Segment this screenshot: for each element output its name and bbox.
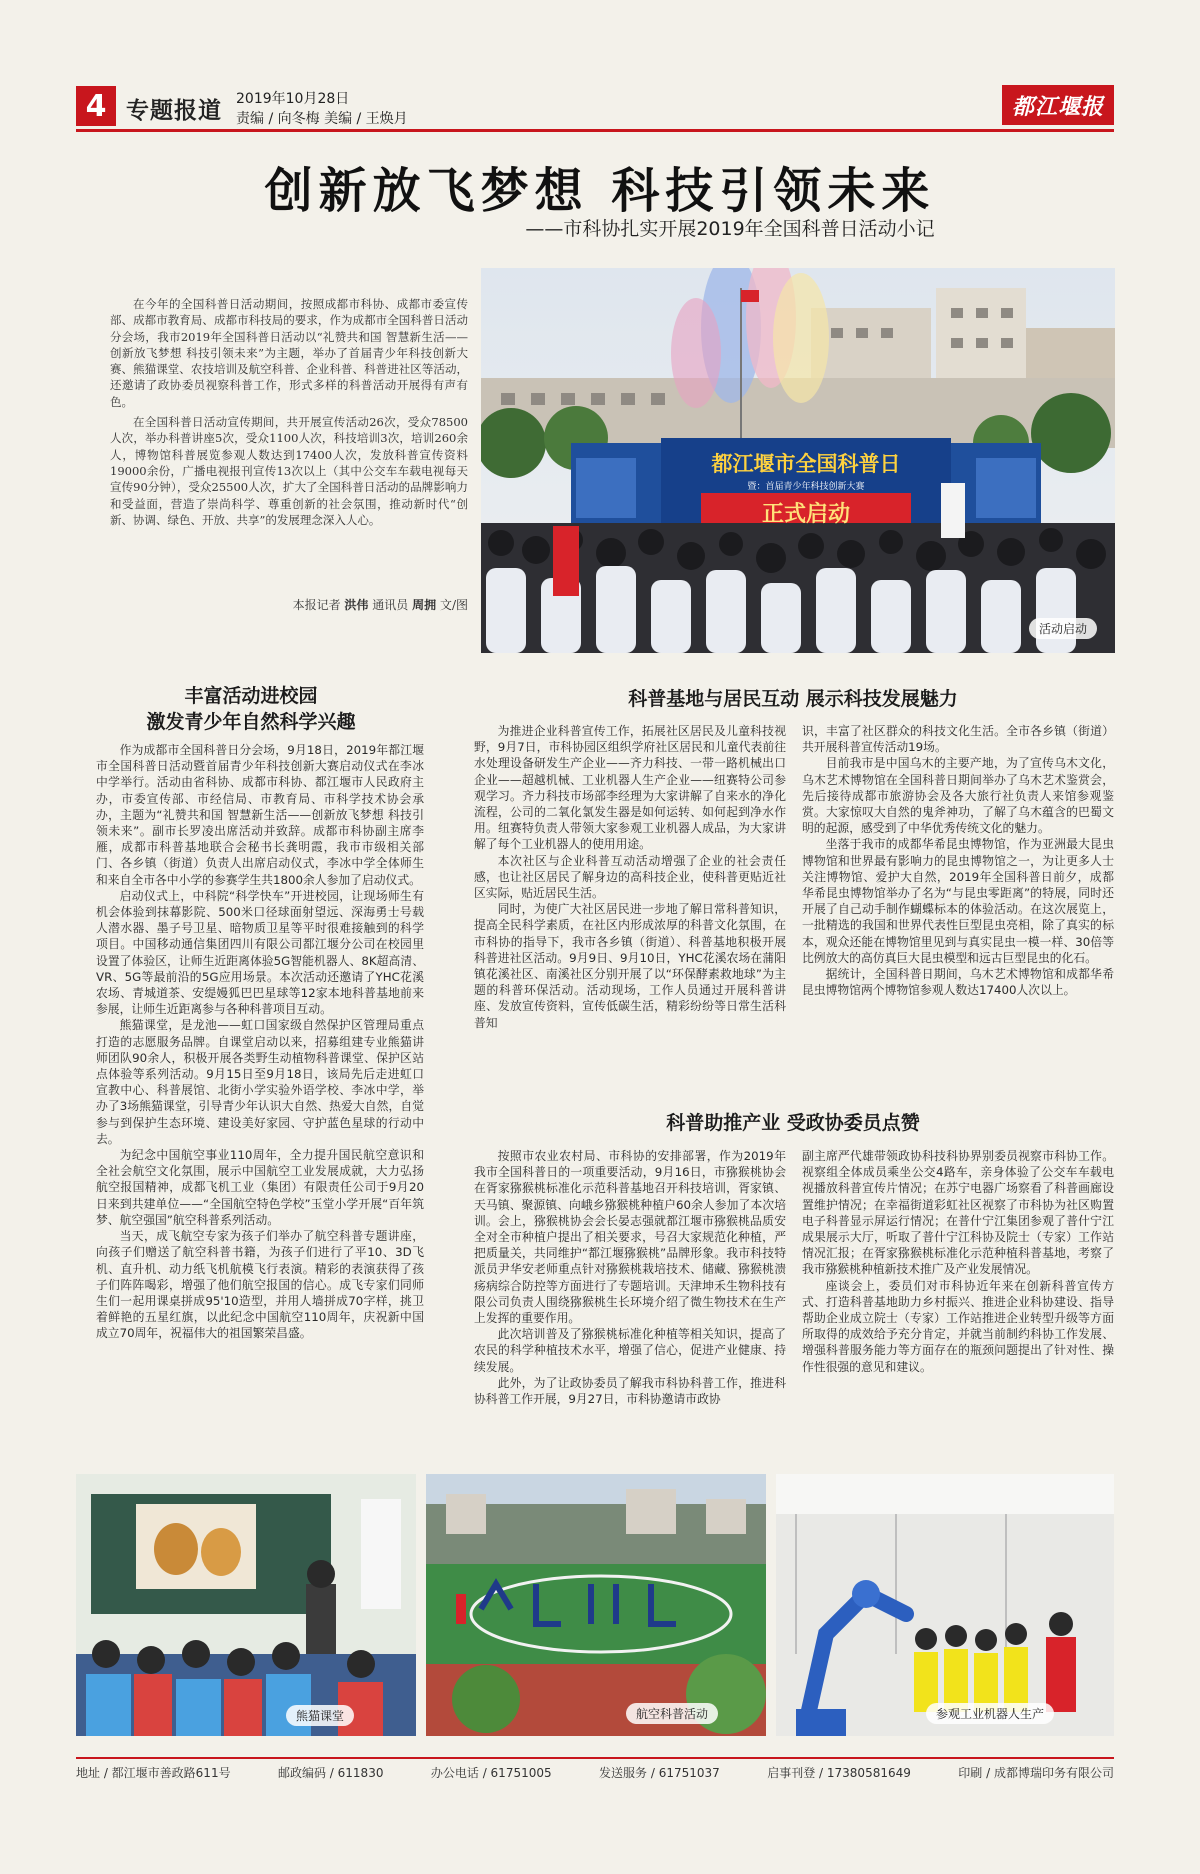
byline-prefix: 本报记者: [292, 598, 341, 612]
section2-paragraph: 坐落于我市的成都华希昆虫博物馆，作为亚洲最大昆虫博物馆和世界最有影响力的昆虫博物馆之一，为让更多人士关注博物馆、爱护大自然，2019年全国科普日前夕，成都华希昆虫博物馆举办了名为“与昆虫零距离”的特展，同时还开展了自己动手制作蝴蝶标本的体验活动。在这次展览上，一批精选的我国和世界代表性巨型昆虫亮相，除了真实的标本，观众还能在博物馆里见到与真实昆虫一模一样、30倍等比例放大的高仿真巨大昆虫模型和远古巨型昆虫的化石。: [802, 837, 1114, 965]
section-name: 专题报道: [126, 98, 222, 124]
section3-paragraph: 此外，为了让政协委员了解我市科协科普工作，推进科协科普工作开展，9月27日，市科协邀请市政协: [474, 1375, 786, 1407]
reporter-name: 洪伟: [344, 598, 369, 612]
section1-paragraph: 启动仪式上，中科院“科学快车”开进校园，让现场师生有机会体验到抹幕影院、500米口径球面射望远、深海勇士号载人潜水器、墨子号卫星、暗物质卫星等平时很难接触到的科学项目。中国移动通信集团四川有限公司都江堰分公司在校园里设置了体验区，让师生近距离体验5G智能机器人、8K超高清、VR、5G等最前沿的5G应用场景。本次活动还邀请了YHC花溪农场、青城道茶、安缇嫚狐巴巴星球等12家本地科普基地前来参展，让师生近距离参与各种科普项目互动。: [96, 888, 424, 1017]
section3-paragraph: 副主席严代雄带领政协科技科协界别委员视察市科协工作。视察组全体成员乘坐公交4路车，亲身体验了公交车车载电视播放科普宣传片情况；在苏宁电器广场察看了科普画廊设置维护情况；在幸福街道彩虹社区视察了市科协为社区购置电子科普显示屏运行情况；在普什宁江集团参观了普什宁江成果展示大厅，听取了普什宁江科协及院士（专家）工作站情况汇报；在胥家猕猴桃标准化示范种植科普基地，考察了我市猕猴桃种植新技术推广及产业发展情况。: [802, 1149, 1114, 1277]
footer-distribution: 发送服务 / 61751037: [599, 1766, 720, 1780]
byline-suffix: 文/图: [439, 598, 468, 612]
footer-postcode: 邮政编码 / 611830: [277, 1766, 384, 1780]
section2-paragraph: 识，丰富了社区群众的科技文化生活。全市各乡镇（街道）共开展科普宣传活动19场。: [802, 724, 1114, 755]
section3-heading: 科普助推产业 受政协委员点赞: [666, 1112, 920, 1134]
section1-text: [96, 742, 424, 1342]
banner-title: 都江堰市全国科普日: [711, 452, 901, 476]
footer-rule: [76, 1757, 1114, 1759]
headline: 创新放飞梦想 科技引领未来: [264, 163, 936, 219]
banner-subtitle: 暨：首届青少年科技创新大赛: [747, 482, 865, 492]
photo-caption: 熊猫课堂: [286, 1705, 354, 1726]
issue-date: 2019年10月28日: [236, 91, 350, 107]
banner-action: 正式启动: [761, 502, 851, 527]
section1-title-line2: 激发青少年自然科学兴趣: [146, 711, 356, 733]
footer-printer: 印刷 / 成都博瑞印务有限公司: [958, 1766, 1114, 1780]
main-photo-illustration: [481, 268, 1115, 653]
section3-paragraph: 按照市农业农村局、市科协的安排部署，作为2019年我市全国科普日的一项重要活动，9月16日，市猕猴桃协会在胥家猕猴桃标准化示范科普基地召开科技培训，胥家镇、天马镇、聚源镇、向峨乡猕猴桃种植户60余人参加了本次培训。会上，猕猴桃协会会长晏志强就都江堰市猕猴桃品质安全对全市种植户提出了相关要求，号召大家规范化种植，严把质量关，共同维护“都江堰猕猴桃”品牌形象。我市科技特派员尹华安老师重点针对猕猴桃栽培技术、储藏、猕猴桃溃疡病综合防控等方面进行了专题培训。天津坤禾生物科技有限公司负责人围绕猕猴桃生长环境介绍了微生物技术在生产上发挥的重要作用。: [474, 1149, 786, 1326]
subheadline: ——市科协扎实开展2019年全国科普日活动小记: [525, 218, 935, 240]
robot-illustration: [776, 1474, 1114, 1736]
section3-paragraph: 座谈会上，委员们对市科协近年来在创新科普宣传方式、打造科普基地助力乡村振兴、推进企业科协建设、指导帮助企业成立院士（专家）工作站推进企业转型升级等方面所取得的成效给予充分肯定，并就当前制约科协工作发展、增强科普服务能力等方面存在的瓶颈问题提出了针对性、操作性很强的意见和建议。: [802, 1278, 1114, 1374]
section1-paragraph: 熊猫课堂，是龙池——虹口国家级自然保护区管理局重点打造的志愿服务品牌。自课堂启动以来，招募组建专业熊猫讲师团队90余人，积极开展各类野生动植物科普课堂、保护区站点体验等系列活动。9月15日至9月18日，该局先后走进虹口宣教中心、科普展馆、北街小学实验外语学校、李冰中学，举办了3场熊猫课堂，引导青少年认识大自然、热爱大自然，自觉参与到保护生态环境、建设美好家园、守护蓝色星球的行动中去。: [96, 1018, 424, 1146]
intro-paragraph: 在全国科普日活动宣传期间，共开展宣传活动26次，受众78500人次，举办科普讲座5次，受众1100人次，科技培训3次，培训260余人，博物馆科普展览参观人数达到17400人次，发放科普宣传资料19000余份，广播电视报刊宣传13次以上（其中公交车车载电视每天宣传90分钟），受众25500人次，扩大了全国科普日活动的品牌影响力和受益面，营造了崇尚科学、尊重创新的社会氛围，推动新时代“创新、协调、绿色、开放、共享”的发展理念深入人心。: [110, 415, 468, 527]
header-rule: [76, 129, 1114, 132]
footer: [76, 1764, 1114, 1781]
section2-paragraph: 同时，为使广大社区居民进一步地了解日常科普知识，提高全民科学素质，在社区内形成浓厚的科普文化氛围，在市科协的指导下，我市各乡镇（街道）、科普基地积极开展科普进社区活动。9月9日、9月10日，YHC花溪农场在蒲阳镇花溪社区、南溪社区分别开展了以“环保酵素救地球”为主题的科普环保活动。活动现场，工作人员通过开展科普讲座、发放宣传资料，宣传低碳生活，精彩纷纷等日常生活科普知: [474, 902, 786, 1030]
correspondent-name: 周拥: [412, 598, 437, 612]
section1-heading: [96, 683, 406, 735]
main-photo-caption: 活动启动: [1029, 618, 1097, 639]
footer-office-phone: 办公电话 / 61751005: [430, 1766, 552, 1780]
section2-col2: [802, 723, 1114, 998]
footer-notices: 启事刊登 / 17380581649: [767, 1766, 911, 1780]
intro-text: [110, 296, 468, 532]
section3-paragraph: 此次培训普及了猕猴桃标准化种植等相关知识，提高了农民的科学种植技术水平，增强了信心，促进产业健康、持续发展。: [474, 1327, 786, 1374]
aviation-illustration: [426, 1474, 766, 1736]
editors: 责编 / 向冬梅 美编 / 王焕月: [236, 111, 408, 127]
section2-col1: [474, 723, 786, 1031]
section2-paragraph: 目前我市是中国乌木的主要产地，为了宣传乌木文化，乌木艺术博物馆在全国科普日期间举办了乌木艺术鉴赏会，先后接待成都市旅游协会及各大旅行社负责人来馆参观鉴赏。大家惊叹大自然的鬼斧神功，了解了乌木蕴含的巴蜀文明的起源，感受到了中华优秀传统文化的魅力。: [802, 756, 1114, 836]
section3-col2: [802, 1148, 1114, 1375]
panda-class-illustration: [76, 1474, 416, 1736]
section2-paragraph: 本次社区与企业科普互动活动增强了企业的社会责任感，也让社区居民了解身边的高科技企业，使科普更贴近社区实际，贴近居民生活。: [474, 853, 786, 901]
photo-robot: [776, 1474, 1114, 1736]
section1-paragraph: 当天，成飞航空专家为孩子们举办了航空科普专题讲座，向孩子们赠送了航空科普书籍，为孩子们进行了平10、3D飞机、直升机、动力纸飞机航模飞行表演。精彩的表演获得了孩子们阵阵喝彩，增强了他们航空报国的信心。成飞专家们同师生们一起用课桌拼成95'10造型，并用人墙拼成70字样，挑卫着鲜艳的五星红旗，以此纪念中国航空110周年，庆祝新中国成立70周年，祝福伟大的祖国繁荣昌盛。: [96, 1229, 424, 1341]
photo-panda-class: [76, 1474, 416, 1736]
newspaper-logo: 都江堰报: [1002, 85, 1114, 125]
footer-address: 地址 / 都江堰市善政路611号: [76, 1766, 231, 1780]
photo-caption: 航空科普活动: [626, 1703, 718, 1724]
page-number: 4: [76, 86, 116, 126]
byline: [110, 596, 468, 613]
intro-paragraph: 在今年的全国科普日活动期间，按照成都市科协、成都市委宣传部、成都市教育局、成都市科技局的要求，作为成都市全国科普日活动分会场，我市2019年全国科普日活动以“礼赞共和国 智慧新生活——创新放飞梦想 科技引领未来”为主题，举办了首届青少年科技创新大赛、熊猫课堂、农技培训及航空科普、企业科普、科普进社区等活动，还邀请了政协委员视察科普工作，形式多样的科普活动开展得有声有色。: [110, 297, 468, 409]
section3-col1: [474, 1148, 786, 1407]
photo-caption: 参观工业机器人生产: [926, 1703, 1054, 1724]
section2-paragraph: 为推进企业科普宣传工作，拓展社区居民及儿童科技视野，9月7日，市科协园区组织学府社区居民和儿童代表前往水处理设备研发生产企业——齐力科技、一带一路机械出口企业——超越机械、工业机器人生产企业——纽赛特公司参观学习。齐力科技市场部李经理为大家讲解了自来水的净化流程，公司的二氧化氯发生器是如何运转、如何起到净水作用。纽赛特负责人带领大家参观工业机器人成品，为大家讲解了每个工业机器人的使用用途。: [474, 724, 786, 852]
section1-paragraph: 作为成都市全国科普日分会场，9月18日，2019年都江堰市全国科普日活动暨首届青少年科技创新大赛启动仪式在李冰中学举行。活动由省科协、成都市科协、都江堰市人民政府主办，市委宣传部、市经信局、市教育局、市科学技术协会承办，主题为“礼赞共和国 智慧新生活——创新放飞梦想 科技引领未来”。副市长罗凌出席活动并致辞。成都市科协副主席李雁，成都市科普基地联合会秘书长龚明霞，我市市级相关部门、各乡镇（街道）负责人出席启动仪式，李冰中学全体师生和来自全市各中小学的参赛学生共1800余人参加了启动仪式。: [96, 743, 424, 887]
section1-paragraph: 为纪念中国航空事业110周年，全力提升国民航空意识和全社会航空文化氛围，展示中国航空工业发展成就，大力弘扬航空报国精神，成都飞机工业（集团）有限责任公司于9月20日来到共建单位——“全国航空特色学校”玉堂小学开展“百年筑梦、航空强国”航空科普系列活动。: [96, 1148, 424, 1227]
section2-paragraph: 据统计，全国科普日期间，乌木艺术博物馆和成都华希昆虫博物馆两个博物馆参观人数达17400人次以上。: [802, 967, 1114, 998]
byline-mid: 通讯员: [372, 598, 409, 612]
photo-aviation: [426, 1474, 766, 1736]
section1-title-line1: 丰富活动进校园: [184, 685, 318, 707]
main-photo: [481, 268, 1115, 653]
section2-heading: 科普基地与居民互动 展示科技发展魅力: [628, 688, 958, 710]
